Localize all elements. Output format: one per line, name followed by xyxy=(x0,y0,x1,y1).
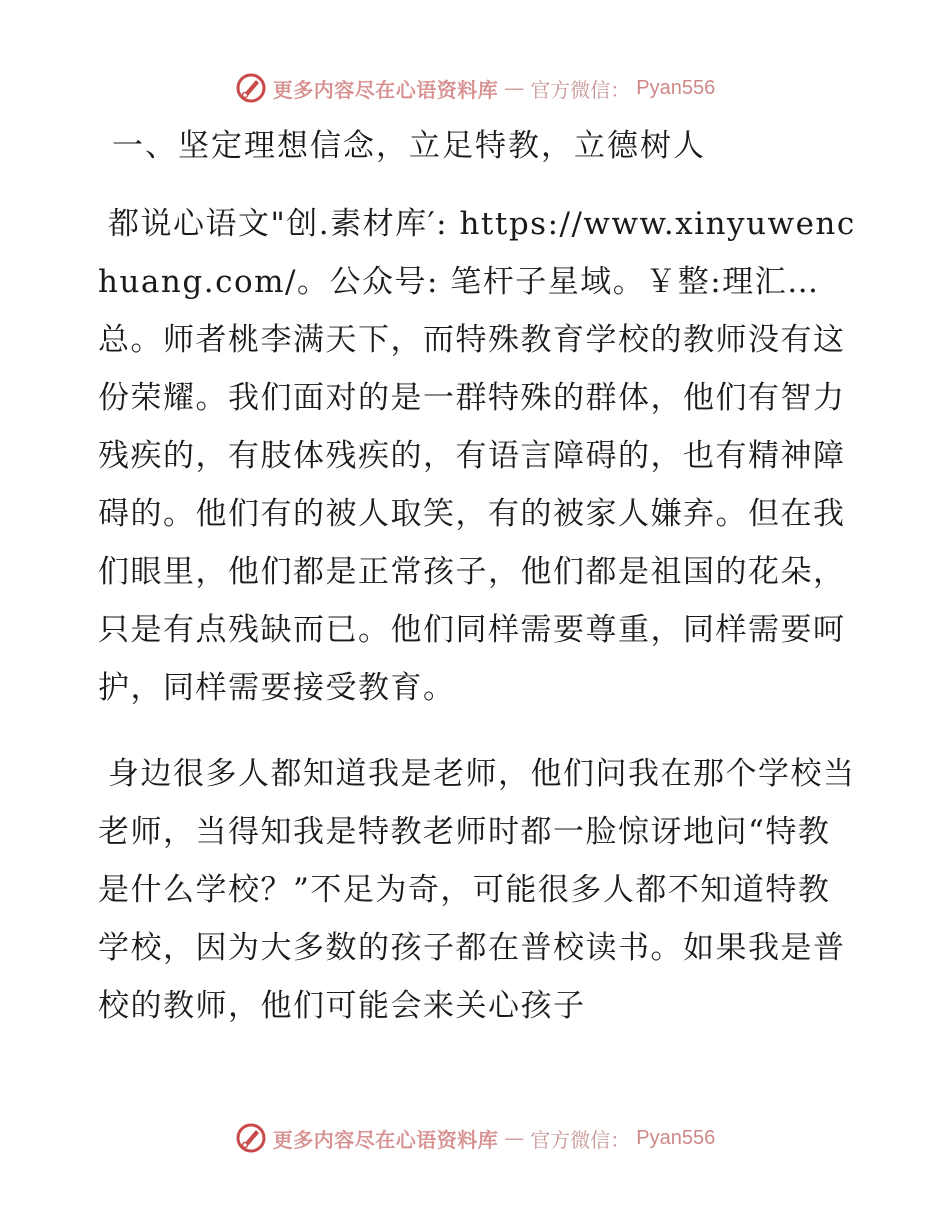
footer-watermark xyxy=(0,1122,950,1154)
watermark-wechat-label: 官方微信： xyxy=(530,77,631,102)
watermark-wechat-id: Pyan556 xyxy=(636,76,716,99)
logo-icon xyxy=(235,1122,267,1154)
watermark-text: 更多内容尽在心语资料库 xyxy=(272,1127,499,1152)
watermark-separator: — xyxy=(504,76,525,100)
section-heading: 一、坚定理想信念，立足特教，立德树人 xyxy=(112,128,706,164)
paragraph-2: 身边很多人都知道我是老师，他们问我在那个学校当老师，当得知我是特教老师时都一脸惊讶地问“特教是什么学校？”不足为奇，可能很多人都不知道特教学校，因为大多数的孩子都在普校读书。如果我是普校的教师，他们可能会来关心孩子 xyxy=(98,756,856,1024)
watermark-separator: — xyxy=(504,1126,525,1150)
watermark-wechat-label: 官方微信： xyxy=(530,1127,631,1152)
header-watermark xyxy=(0,72,950,104)
paragraph-1: 都说心语文"创.素材库′: https://www.xinyuwenchuang.com/。公众号: 笔杆子星域。￥整:理汇…总。师者桃李满天下，而特殊教育学校的教师没有这份荣耀。我们面对的是一群特殊的群体，他们有智力残疾的，有肢体残疾的，有语言障碍的，也有精神障碍的。他们有的被人取笑，有的被家人嫌弃。但在我们眼里，他们都是正常孩子，他们都是祖国的花朵，只是有点残缺而已。他们同样需要尊重，同样需要呵护，同样需要接受教育。 xyxy=(98,206,856,706)
watermark-text: 更多内容尽在心语资料库 xyxy=(272,77,499,102)
watermark-wechat-id: Pyan556 xyxy=(636,1126,716,1149)
document-body xyxy=(98,125,858,1035)
logo-icon xyxy=(235,72,267,104)
